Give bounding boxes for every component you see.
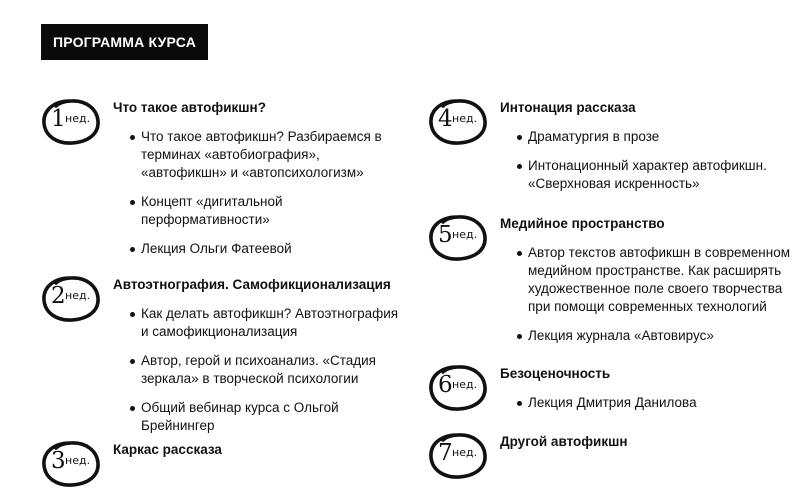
week-4-topics — [500, 128, 800, 204]
week-number: 7 — [438, 440, 453, 466]
week-title: Каркас рассказа — [113, 442, 222, 457]
week-unit-label: нед. — [452, 378, 478, 391]
week-6-topics — [500, 394, 800, 423]
week-number: 1 — [51, 106, 66, 132]
topic-item: Лекция Ольги Фатеевой — [113, 240, 403, 258]
topic-item: Автор, герой и психоанализ. «Стадия зеркала» в творческой психологии — [113, 352, 403, 388]
week-number: 6 — [438, 372, 453, 398]
week-number: 2 — [51, 283, 66, 309]
week-4-circle-badge — [428, 98, 490, 146]
week-unit-label: нед. — [65, 112, 91, 125]
week-6-circle-badge — [428, 364, 490, 412]
week-unit-label: нед. — [452, 228, 478, 241]
topic-item: Драматургия в прозе — [500, 128, 800, 146]
week-1-circle-badge — [41, 98, 103, 146]
week-unit-label: нед. — [65, 454, 91, 467]
course-program-title: ПРОГРАММА КУРСА — [41, 24, 208, 60]
week-unit-label: нед. — [452, 112, 478, 125]
week-title: Автоэтнография. Самофикционализация — [113, 277, 391, 292]
week-unit-label: нед. — [65, 289, 91, 302]
week-5-circle-badge — [428, 214, 490, 262]
week-title: Другой автофикшн — [500, 434, 628, 449]
topic-item: Как делать автофикшн? Автоэтнография и самофикционализация — [113, 305, 403, 341]
topic-item: Общий вебинар курса с Ольгой Брейнингер — [113, 399, 403, 435]
topic-item: Концепт «дигитальной перформативности» — [113, 193, 403, 229]
week-number: 5 — [438, 222, 453, 248]
topic-item: Лекция Дмитрия Данилова — [500, 394, 800, 412]
week-2-topics — [113, 305, 403, 446]
topic-item: Автор текстов автофикшн в современном медийном пространстве. Как расширять художественное поле своего творчества при помощи современных технологий — [500, 244, 800, 316]
week-number: 3 — [51, 448, 66, 474]
week-7-circle-badge — [428, 432, 490, 480]
topic-item: Что такое автофикшн? Разбираемся в терминах «автобиография», «автофикшн» и «автопсихологизм» — [113, 128, 403, 182]
week-1-topics — [113, 128, 403, 269]
week-title: Безоценочность — [500, 366, 611, 381]
week-2-circle-badge — [41, 275, 103, 323]
week-5-topics — [500, 244, 800, 356]
week-title: Интонация рассказа — [500, 100, 636, 115]
topic-item: Лекция журнала «Автовирус» — [500, 327, 800, 345]
week-unit-label: нед. — [452, 446, 478, 459]
week-3-circle-badge — [41, 440, 103, 488]
week-title: Медийное пространство — [500, 216, 665, 231]
topic-item: Интонационный характер автофикшн. «Сверхновая искренность» — [500, 157, 800, 193]
week-title: Что такое автофикшн? — [113, 100, 266, 115]
week-number: 4 — [438, 106, 453, 132]
